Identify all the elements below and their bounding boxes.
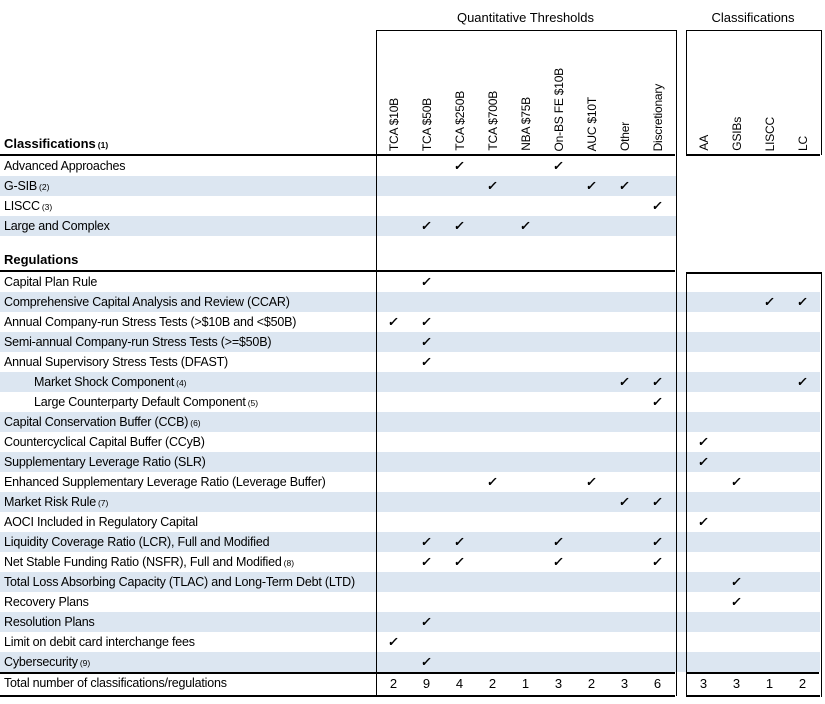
class-column-headers <box>687 31 819 153</box>
row-label <box>4 432 205 452</box>
row-label <box>4 332 271 352</box>
column-header-cell <box>377 31 410 153</box>
row-label <box>4 632 195 652</box>
checkmark-icon: ✓ <box>420 615 433 629</box>
table-row <box>0 472 825 492</box>
row-label <box>4 176 49 197</box>
total-value: 4 <box>455 676 464 691</box>
checkmark-icon: ✓ <box>651 495 664 509</box>
column-header-cell <box>443 31 476 153</box>
row-label-text: Large Counterparty Default Component <box>34 395 246 409</box>
row-label-text: Countercyclical Capital Buffer (CCyB) <box>4 435 205 449</box>
row-footnote: (5) <box>247 398 259 408</box>
checkmark-icon: ✓ <box>420 535 433 549</box>
row-label-text: G-SIB <box>4 179 38 193</box>
column-header-label: LC <box>795 136 810 151</box>
row-label <box>4 452 206 472</box>
total-value: 3 <box>699 676 708 691</box>
column-header-label: NBA $75B <box>518 97 533 151</box>
row-label <box>34 372 187 393</box>
checkmark-icon: ✓ <box>651 535 664 549</box>
total-value: 9 <box>422 676 431 691</box>
row-label-text: Limit on debit card interchange fees <box>4 635 195 649</box>
checkmark-icon: ✓ <box>730 595 743 609</box>
row-label-text: Capital Conservation Buffer (CCB) <box>4 415 189 429</box>
checkmark-icon: ✓ <box>387 635 400 649</box>
row-label <box>4 472 326 492</box>
checkmark-icon: ✓ <box>585 179 598 193</box>
row-label-text: Recovery Plans <box>4 595 89 609</box>
row-label <box>4 196 52 217</box>
row-label <box>4 292 290 312</box>
table-row <box>0 312 825 332</box>
total-value: 2 <box>798 676 807 691</box>
checkmark-icon: ✓ <box>552 535 565 549</box>
row-label <box>34 392 258 413</box>
table-row <box>0 412 825 432</box>
column-header-cell <box>641 31 674 153</box>
table-bottom-rule-class <box>686 695 820 697</box>
totals-row <box>0 673 825 694</box>
checkmark-icon: ✓ <box>552 159 565 173</box>
checkmark-icon: ✓ <box>697 515 710 529</box>
column-header-label: AA <box>696 135 711 151</box>
table-row <box>0 592 825 612</box>
checkmark-icon: ✓ <box>618 179 631 193</box>
row-stripe <box>0 492 820 512</box>
checkmark-icon: ✓ <box>618 375 631 389</box>
row-footnote: (3) <box>41 202 53 212</box>
column-header-label: TCA $700B <box>485 91 500 151</box>
checkmark-icon: ✓ <box>519 219 532 233</box>
classifications-title: Classifications <box>711 10 795 25</box>
column-header-label: TCA $10B <box>386 97 401 151</box>
column-header-label: GSIBs <box>729 117 744 151</box>
row-label <box>4 352 228 372</box>
classifications-section-footnote: (1) <box>97 140 109 150</box>
checkmark-icon: ✓ <box>420 355 433 369</box>
column-header-cell <box>542 31 575 153</box>
table-row <box>0 272 825 292</box>
checkmark-icon: ✓ <box>453 219 466 233</box>
row-label-text: Cybersecurity <box>4 655 78 669</box>
row-label-text: Supplementary Leverage Ratio (SLR) <box>4 455 206 469</box>
checkmark-icon: ✓ <box>697 455 710 469</box>
row-label <box>4 312 296 332</box>
table-row <box>0 352 825 372</box>
row-label <box>4 412 201 433</box>
checkmark-icon: ✓ <box>420 275 433 289</box>
column-header-label: LISCC <box>762 116 777 151</box>
row-label-text: AOCI Included in Regulatory Capital <box>4 515 198 529</box>
row-label <box>4 272 97 292</box>
column-header-cell <box>575 31 608 153</box>
checkmark-icon: ✓ <box>486 179 499 193</box>
total-value: 3 <box>620 676 629 691</box>
row-label-text: Annual Supervisory Stress Tests (DFAST) <box>4 355 228 369</box>
table-row <box>0 452 825 472</box>
total-value: 2 <box>587 676 596 691</box>
checkmark-icon: ✓ <box>420 555 433 569</box>
row-label-text: Market Shock Component <box>34 375 175 389</box>
row-label <box>4 572 355 592</box>
total-value: 1 <box>765 676 774 691</box>
column-header-label: AUC $10T <box>584 96 599 151</box>
column-header-cell <box>753 31 786 153</box>
row-label-text: Net Stable Funding Ratio (NSFR), Full and Modified <box>4 555 282 569</box>
checkmark-icon: ✓ <box>651 555 664 569</box>
table-row <box>0 392 825 412</box>
regulations-section-header-text: Regulations <box>4 252 79 267</box>
table-row <box>0 176 825 196</box>
column-header-cell <box>509 31 542 153</box>
table-row <box>0 292 825 312</box>
row-footnote: (2) <box>39 182 50 192</box>
row-label-text: Total Loss Absorbing Capacity (TLAC) and Long-Term Debt (LTD) <box>4 575 355 589</box>
classifications-section-header <box>4 135 108 154</box>
checkmark-icon: ✓ <box>420 219 433 233</box>
column-header-cell <box>786 31 819 153</box>
column-header-label: On-BS FE $10B <box>551 67 566 151</box>
column-header-cell <box>476 31 509 153</box>
checkmark-icon: ✓ <box>796 375 809 389</box>
table-row <box>0 492 825 512</box>
row-footnote: (9) <box>79 658 91 668</box>
row-label <box>4 512 198 532</box>
column-header-label: TCA $250B <box>452 91 467 151</box>
total-value: 6 <box>653 676 662 691</box>
row-label <box>4 552 294 573</box>
checkmark-icon: ✓ <box>552 555 565 569</box>
row-label-text: Semi-annual Company-run Stress Tests (>=$50B) <box>4 335 272 349</box>
checkmark-icon: ✓ <box>651 199 664 213</box>
total-value: 3 <box>732 676 741 691</box>
row-label <box>4 492 108 513</box>
column-header-cell <box>608 31 641 153</box>
total-value: 1 <box>521 676 530 691</box>
table-bottom-rule <box>0 695 675 697</box>
checkmark-icon: ✓ <box>420 315 433 329</box>
row-footnote: (6) <box>190 418 201 428</box>
table-row <box>0 552 825 572</box>
table-row <box>0 372 825 392</box>
row-label-text: Liquidity Coverage Ratio (LCR), Full and Modified <box>4 535 270 549</box>
classifications-section-header-text: Classifications <box>4 136 96 151</box>
checkmark-icon: ✓ <box>585 475 598 489</box>
total-value: 2 <box>488 676 497 691</box>
table-row <box>0 216 825 236</box>
checkmark-icon: ✓ <box>763 295 776 309</box>
row-label <box>4 156 125 176</box>
total-value: 3 <box>554 676 563 691</box>
row-label <box>4 612 95 632</box>
total-value: 2 <box>389 676 398 691</box>
checkmark-icon: ✓ <box>453 555 466 569</box>
checkmark-icon: ✓ <box>730 575 743 589</box>
row-footnote: (8) <box>283 558 295 568</box>
quantitative-thresholds-title: Quantitative Thresholds <box>456 10 595 25</box>
column-header-label: Discretionary <box>650 83 665 151</box>
row-label <box>4 652 90 673</box>
row-label-text: LISCC <box>4 199 40 213</box>
row-label-text: Annual Company-run Stress Tests (>$10B and <$50B) <box>4 315 297 329</box>
checkmark-icon: ✓ <box>730 475 743 489</box>
column-header-label: TCA $50B <box>419 97 434 151</box>
table-row <box>0 156 825 176</box>
row-label-text: Resolution Plans <box>4 615 95 629</box>
checkmark-icon: ✓ <box>651 375 664 389</box>
row-stripe <box>0 592 820 612</box>
column-header-cell <box>410 31 443 153</box>
checkmark-icon: ✓ <box>420 655 433 669</box>
table-row <box>0 652 825 672</box>
row-label-text: Enhanced Supplementary Leverage Ratio (Leverage Buffer) <box>4 475 326 489</box>
row-footnote: (7) <box>97 498 109 508</box>
row-label <box>4 592 89 612</box>
row-label-text: Large and Complex <box>4 219 110 233</box>
table-row <box>0 332 825 352</box>
row-footnote: (4) <box>176 378 187 388</box>
row-label <box>4 532 269 552</box>
row-label <box>4 216 110 236</box>
checkmark-icon: ✓ <box>453 535 466 549</box>
table-row <box>0 532 825 552</box>
row-label-text: Market Risk Rule <box>4 495 96 509</box>
table-row <box>0 572 825 592</box>
quant-column-headers <box>377 31 674 153</box>
table-row <box>0 612 825 632</box>
checkmark-icon: ✓ <box>486 475 499 489</box>
column-header-cell <box>687 31 720 153</box>
checkmark-icon: ✓ <box>618 495 631 509</box>
row-label-text: Comprehensive Capital Analysis and Review (CCAR) <box>4 295 290 309</box>
table-row <box>0 432 825 452</box>
row-label-text: Advanced Approaches <box>4 159 126 173</box>
column-header-label: Other <box>617 121 632 151</box>
checkmark-icon: ✓ <box>796 295 809 309</box>
checkmark-icon: ✓ <box>420 335 433 349</box>
table-row <box>0 196 825 216</box>
checkmark-icon: ✓ <box>453 159 466 173</box>
totals-row-label: Total number of classifications/regulations <box>4 676 227 690</box>
table-row <box>0 632 825 652</box>
regulations-section-header <box>4 251 78 269</box>
checkmark-icon: ✓ <box>697 435 710 449</box>
checkmark-icon: ✓ <box>651 395 664 409</box>
row-stripe <box>0 196 676 216</box>
row-label-text: Capital Plan Rule <box>4 275 98 289</box>
checkmark-icon: ✓ <box>387 315 400 329</box>
table-row <box>0 512 825 532</box>
column-header-cell <box>720 31 753 153</box>
